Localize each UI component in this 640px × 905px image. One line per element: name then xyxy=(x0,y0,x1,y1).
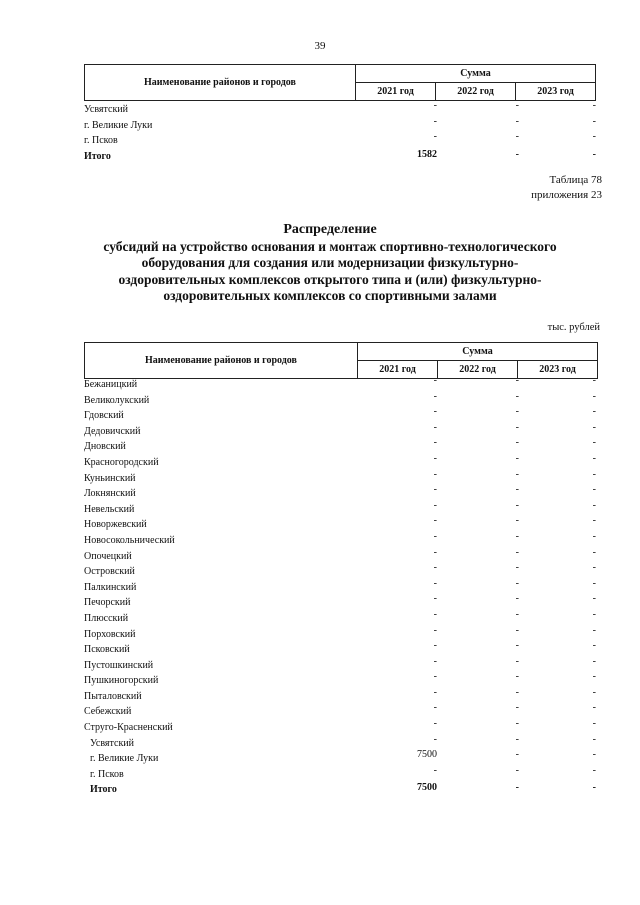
row-name: Плюсский xyxy=(84,612,129,624)
value-2023: - xyxy=(592,452,596,464)
page-number: 39 xyxy=(314,40,326,52)
value-2021: - xyxy=(433,562,437,574)
table1-header-year-2023: 2023 год xyxy=(516,83,596,101)
value-2023: - xyxy=(592,608,596,620)
row-name: Усвятский xyxy=(84,104,128,115)
title-line: оздоровительных комплексов открытого типа и (или) физкультурно- xyxy=(118,271,542,287)
value-2023: - xyxy=(592,115,596,127)
value-2023: - xyxy=(592,421,596,433)
value-2022: - xyxy=(515,640,519,652)
value-2023: - xyxy=(592,100,596,111)
value-2021: - xyxy=(433,437,437,449)
table-total-row xyxy=(84,782,604,798)
total-2022: - xyxy=(515,148,519,160)
row-name: Невельский xyxy=(84,503,135,515)
row-name: Порховский xyxy=(84,628,136,640)
value-2023: - xyxy=(592,437,596,449)
value-2023: - xyxy=(592,406,596,418)
value-2021: - xyxy=(433,671,437,683)
value-2021: - xyxy=(433,515,437,527)
value-2022: - xyxy=(515,515,519,527)
table2-header xyxy=(84,342,598,379)
value-2022: - xyxy=(515,624,519,636)
value-2022: - xyxy=(515,452,519,464)
row-name: Струго-Красненский xyxy=(84,722,173,734)
value-2022: - xyxy=(515,718,519,730)
row-name: Пушкиногорский xyxy=(84,675,159,687)
value-2022: - xyxy=(515,562,519,574)
value-2022: - xyxy=(515,390,519,402)
value-2022: - xyxy=(515,608,519,620)
value-2021: - xyxy=(433,421,437,433)
total-label: Итого xyxy=(84,150,111,162)
value-2021: - xyxy=(433,702,437,714)
row-name: Дновский xyxy=(84,441,126,453)
value-2021: 7500 xyxy=(417,749,437,761)
value-2022: - xyxy=(515,577,519,589)
value-2023: - xyxy=(592,671,596,683)
document-title xyxy=(60,222,600,305)
table1-header xyxy=(84,64,596,101)
row-name: Пыталовский xyxy=(84,690,142,702)
table1-header-sum: Сумма xyxy=(356,65,596,83)
table-number: Таблица 78 xyxy=(549,174,602,186)
row-name: г. Псков xyxy=(90,768,124,780)
row-name: Островский xyxy=(84,566,135,578)
value-2023: - xyxy=(592,468,596,480)
value-2023: - xyxy=(592,624,596,636)
value-2022: - xyxy=(515,655,519,667)
value-2022: - xyxy=(515,593,519,605)
row-name: Опочецкий xyxy=(84,550,132,562)
value-2021: - xyxy=(433,608,437,620)
table2-header-name-col: Наименование районов и городов xyxy=(85,343,358,379)
value-2021: - xyxy=(433,593,437,605)
value-2021: - xyxy=(433,764,437,776)
row-name: г. Псков xyxy=(84,135,118,147)
value-2023: - xyxy=(592,390,596,402)
title-line: Распределение xyxy=(283,222,377,237)
value-2022: - xyxy=(515,764,519,776)
value-2023: - xyxy=(592,640,596,652)
value-2023: - xyxy=(592,131,596,143)
row-name: Гдовский xyxy=(84,410,124,422)
row-name: г. Великие Луки xyxy=(84,119,153,131)
value-2022: - xyxy=(515,421,519,433)
total-2021: 7500 xyxy=(417,782,437,794)
total-2021: 1582 xyxy=(417,148,437,160)
row-name: Красногородский xyxy=(84,456,159,468)
value-2023: - xyxy=(592,593,596,605)
value-2023: - xyxy=(592,484,596,496)
row-name: Великолукский xyxy=(84,394,150,406)
value-2023: - xyxy=(592,546,596,558)
row-name: Новосокольнический xyxy=(84,534,175,546)
total-2023: - xyxy=(592,148,596,160)
value-2022: - xyxy=(515,546,519,558)
row-name: Себежский xyxy=(84,706,132,718)
row-name: Локнянский xyxy=(84,488,136,500)
row-name: Пустошкинский xyxy=(84,659,154,671)
value-2022: - xyxy=(515,484,519,496)
value-2021: - xyxy=(433,577,437,589)
row-name: Новоржевский xyxy=(84,519,147,531)
value-2023: - xyxy=(592,764,596,776)
appendix-number: приложения 23 xyxy=(531,189,602,201)
value-2023: - xyxy=(592,718,596,730)
value-2022: - xyxy=(515,468,519,480)
value-2021: - xyxy=(433,624,437,636)
value-2021: - xyxy=(433,390,437,402)
value-2021: - xyxy=(433,686,437,698)
row-name: Усвятский xyxy=(90,737,134,749)
table-label xyxy=(531,173,602,203)
value-2021: - xyxy=(433,718,437,730)
row-name: Куньинский xyxy=(84,472,136,484)
value-2022: - xyxy=(515,406,519,418)
value-2022: - xyxy=(515,499,519,511)
value-2023: - xyxy=(592,515,596,527)
total-label: Итого xyxy=(90,784,117,796)
value-2022: - xyxy=(515,100,519,111)
value-2021: - xyxy=(433,375,437,386)
value-2023: - xyxy=(592,702,596,714)
value-2021: - xyxy=(433,655,437,667)
table2-header-year-2023: 2023 год xyxy=(518,361,598,379)
value-2023: - xyxy=(592,499,596,511)
value-2022: - xyxy=(515,749,519,761)
value-2022: - xyxy=(515,671,519,683)
value-2021: - xyxy=(433,406,437,418)
value-2022: - xyxy=(515,686,519,698)
row-name: Псковский xyxy=(84,644,130,656)
value-2021: - xyxy=(433,733,437,745)
table1-header-year-2021: 2021 год xyxy=(356,83,436,101)
table2-body xyxy=(84,377,604,798)
value-2021: - xyxy=(433,468,437,480)
value-2022: - xyxy=(515,375,519,386)
value-2023: - xyxy=(592,530,596,542)
row-name: г. Великие Луки xyxy=(90,753,159,765)
table1-header-name-col: Наименование районов и городов xyxy=(85,65,356,101)
value-2021: - xyxy=(433,499,437,511)
title-line: оздоровительных комплексов со спортивными залами xyxy=(163,288,497,303)
value-2021: - xyxy=(433,131,437,143)
title-line: субсидий на устройство основания и монтаж спортивно-технологического xyxy=(103,238,557,254)
total-2022: - xyxy=(515,782,519,794)
value-2021: - xyxy=(433,546,437,558)
row-name: Бежаницкий xyxy=(84,379,138,390)
value-2022: - xyxy=(515,115,519,127)
value-2023: - xyxy=(592,686,596,698)
value-2022: - xyxy=(515,733,519,745)
table1-body xyxy=(84,102,604,164)
title-line: оборудования для создания или модернизации физкультурно- xyxy=(141,255,519,270)
table2-header-sum: Сумма xyxy=(358,343,598,361)
value-2023: - xyxy=(592,749,596,761)
row-name: Палкинский xyxy=(84,581,137,593)
units-label: тыс. рублей xyxy=(547,322,600,333)
value-2021: - xyxy=(433,452,437,464)
value-2022: - xyxy=(515,530,519,542)
table2-header-year-2021: 2021 год xyxy=(358,361,438,379)
value-2022: - xyxy=(515,131,519,143)
value-2021: - xyxy=(433,640,437,652)
table-total-row xyxy=(84,149,604,165)
value-2023: - xyxy=(592,577,596,589)
value-2021: - xyxy=(433,115,437,127)
value-2023: - xyxy=(592,733,596,745)
row-name: Дедовичский xyxy=(84,425,141,437)
table2-header-year-2022: 2022 год xyxy=(438,361,518,379)
value-2023: - xyxy=(592,562,596,574)
value-2021: - xyxy=(433,100,437,111)
value-2021: - xyxy=(433,530,437,542)
value-2021: - xyxy=(433,484,437,496)
total-2023: - xyxy=(592,782,596,794)
value-2023: - xyxy=(592,375,596,386)
value-2022: - xyxy=(515,437,519,449)
row-name: Печорский xyxy=(84,597,131,609)
table1-header-year-2022: 2022 год xyxy=(436,83,516,101)
value-2022: - xyxy=(515,702,519,714)
value-2023: - xyxy=(592,655,596,667)
